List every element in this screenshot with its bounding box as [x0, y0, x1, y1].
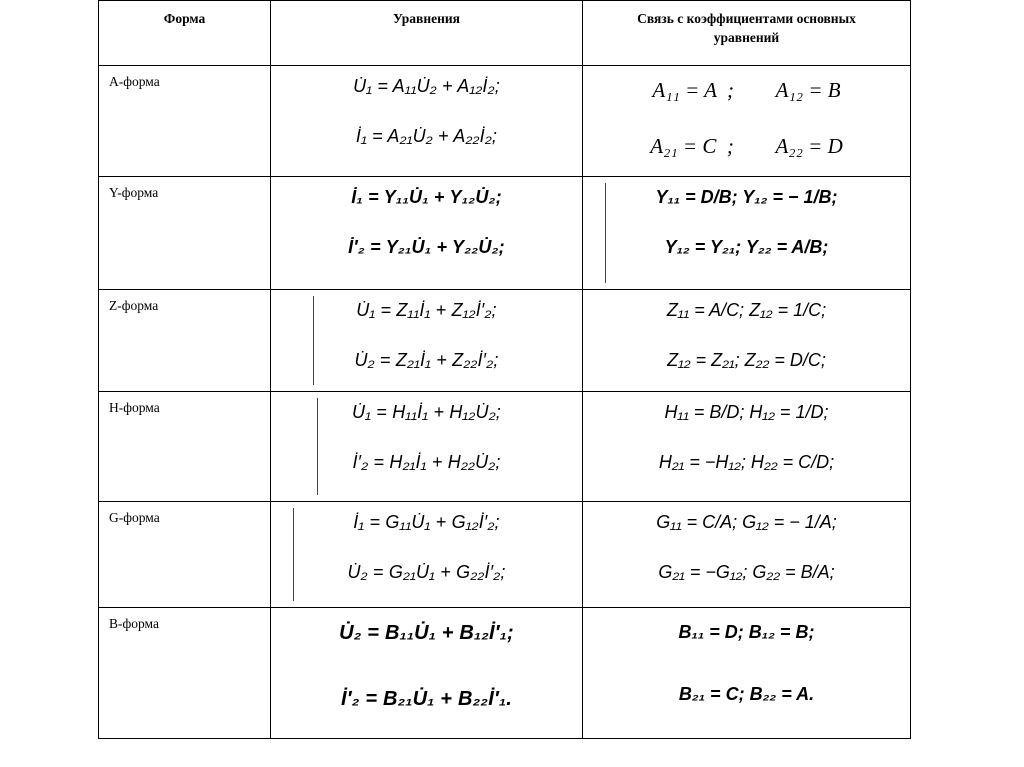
- equation-1: U̇₁ = Z₁₁İ₁ + Z₁₂İ′₂;: [356, 300, 497, 320]
- relation-1: Y₁₁ = D/B; Y₁₂ = − 1/B;: [655, 187, 838, 207]
- relation-2: G₂₁ = −G₁₂; G₂₂ = B/A;: [658, 562, 835, 582]
- form-name-h: Н-форма: [99, 392, 271, 502]
- equation-2: İ′₂ = Y₂₁U̇₁ + Y₂₂U̇₂;: [348, 237, 505, 257]
- form-name-g: G-форма: [99, 502, 271, 608]
- coefficients-table: [98, 0, 911, 739]
- header-row: [99, 1, 911, 66]
- form-name-a: А-форма: [99, 66, 271, 177]
- equation-1: U̇₁ = A₁₁U̇₂ + A₁₂İ₂;: [353, 76, 500, 96]
- relations-cell-h: [583, 392, 911, 502]
- relations-cell-a: [583, 66, 911, 177]
- equations-cell-b: [271, 608, 583, 739]
- relation-2: H₂₁ = −H₁₂; H₂₂ = C/D;: [658, 452, 835, 472]
- relation-2: A₂₁ = C ; A₂₂ = D: [650, 134, 843, 158]
- table-row: [99, 290, 911, 392]
- equations-cell-y: [271, 177, 583, 290]
- equations-cell-z: [271, 290, 583, 392]
- relation-1: A₁₁ = A ; A₁₂ = B: [652, 78, 841, 102]
- equation-1: U̇₁ = H₁₁İ₁ + H₁₂U̇₂;: [352, 402, 501, 422]
- equation-1: İ₁ = G₁₁U̇₁ + G₁₂İ′₂;: [353, 512, 500, 532]
- relation-2: Y₁₂ = Y₂₁; Y₂₂ = A/B;: [664, 237, 829, 257]
- relation-2: B₂₁ = C; B₂₂ = A.: [678, 684, 815, 704]
- table-row: [99, 177, 911, 290]
- relation-2: Z₁₂ = Z₂₁; Z₂₂ = D/C;: [667, 350, 826, 370]
- form-name-b: В-форма: [99, 608, 271, 739]
- table-row: [99, 608, 911, 739]
- relation-1: Z₁₁ = A/C; Z₁₂ = 1/C;: [666, 300, 827, 320]
- form-name-y: Y-форма: [99, 177, 271, 290]
- header-relations: Связь с коэффициентами основных уравнений: [583, 1, 911, 66]
- relation-1: G₁₁ = C/A; G₁₂ = − 1/A;: [656, 512, 837, 532]
- table-row: [99, 66, 911, 177]
- relations-cell-y: [583, 177, 911, 290]
- equation-1: U̇₂ = B₁₁U̇₁ + B₁₂İ′₁;: [339, 622, 514, 644]
- equation-2: İ′₂ = H₂₁İ₁ + H₂₂U̇₂;: [352, 452, 501, 472]
- equation-2: İ′₂ = B₂₁U̇₁ + B₂₂İ′₁.: [340, 688, 512, 710]
- equation-2: İ₁ = A₂₁U̇₂ + A₂₂İ₂;: [355, 126, 498, 146]
- header-equations: Уравнения: [271, 1, 583, 66]
- relation-1: B₁₁ = D; B₁₂ = B;: [678, 622, 815, 642]
- relation-1: H₁₁ = B/D; H₁₂ = 1/D;: [664, 402, 829, 422]
- equation-2: U̇₂ = G₂₁U̇₁ + G₂₂İ′₂;: [347, 562, 506, 582]
- form-name-z: Z-форма: [99, 290, 271, 392]
- table-row: [99, 502, 911, 608]
- header-form: Форма: [99, 1, 271, 66]
- equations-cell-a: [271, 66, 583, 177]
- equations-cell-h: [271, 392, 583, 502]
- table-row: [99, 392, 911, 502]
- equations-cell-g: [271, 502, 583, 608]
- equation-2: U̇₂ = Z₂₁İ₁ + Z₂₂İ′₂;: [354, 350, 499, 370]
- relations-cell-g: [583, 502, 911, 608]
- relations-cell-b: [583, 608, 911, 739]
- equation-1: İ₁ = Y₁₁U̇₁ + Y₁₂U̇₂;: [351, 187, 502, 207]
- relations-cell-z: [583, 290, 911, 392]
